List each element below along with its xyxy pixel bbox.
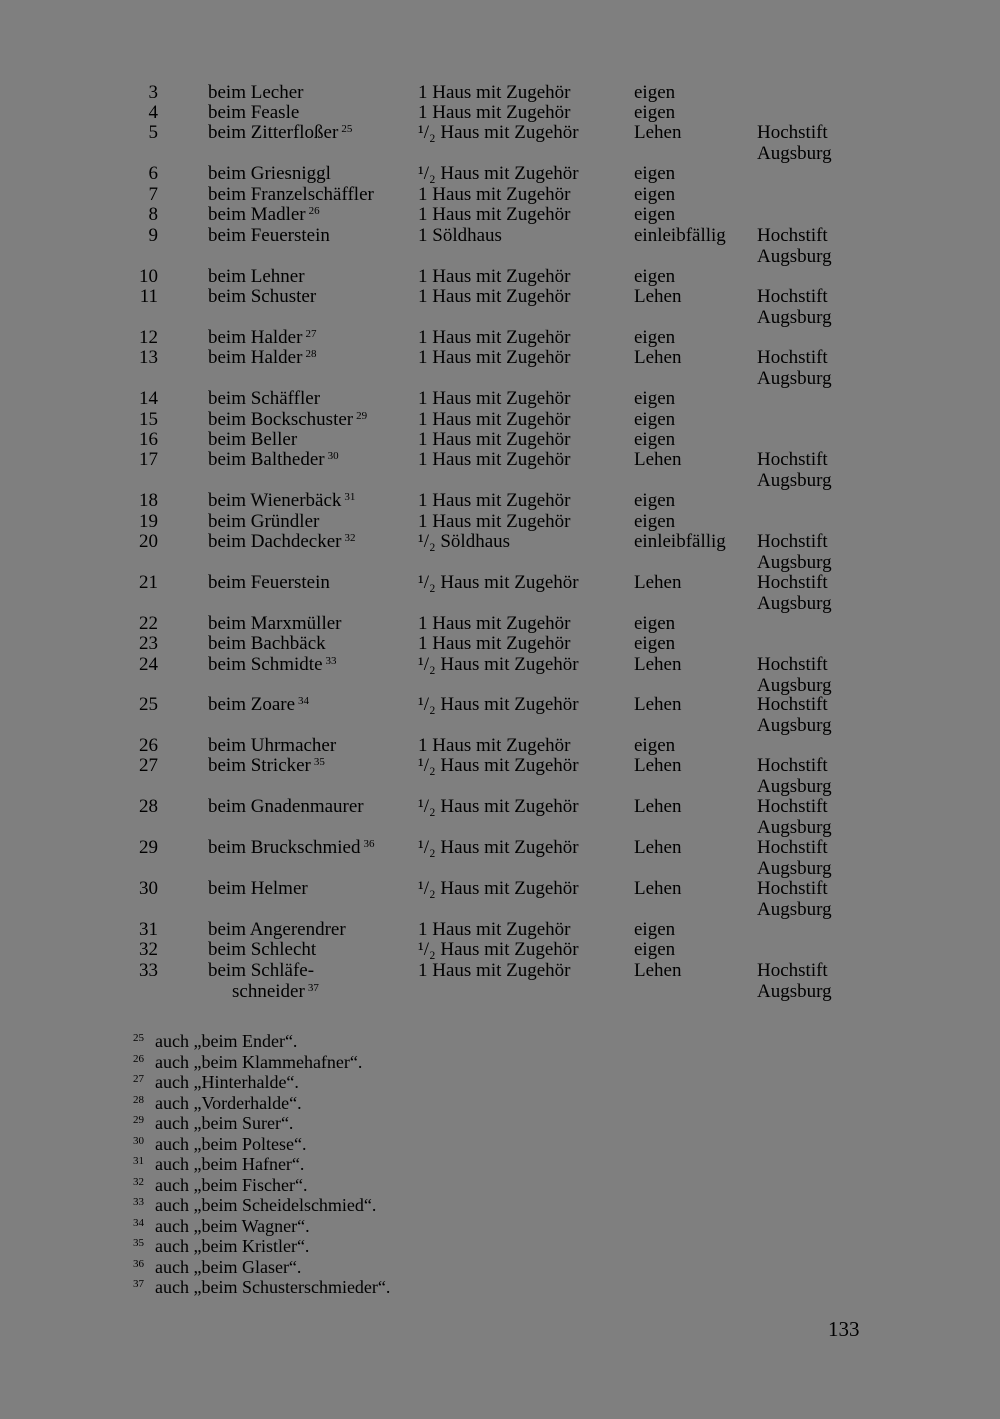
house-name: beim Gründler bbox=[208, 511, 320, 532]
owner-line-2: Augsburg bbox=[757, 981, 832, 1002]
owner-line-2: Augsburg bbox=[757, 899, 832, 920]
house-name: beim Bachbäck bbox=[208, 633, 326, 654]
tenure-type: eigen bbox=[634, 490, 676, 511]
footnote-ref: 32 bbox=[344, 532, 356, 544]
table-row bbox=[0, 449, 1000, 491]
owner-line-2: Augsburg bbox=[757, 675, 832, 696]
table-row bbox=[0, 122, 1000, 164]
owner-line-1: Hochstift bbox=[757, 878, 828, 899]
footnote-number: 36 bbox=[133, 1257, 144, 1270]
property-size: 1 Haus mit Zugehör bbox=[418, 286, 571, 307]
row-number: 16 bbox=[139, 429, 158, 450]
owner-line-1: Hochstift bbox=[757, 960, 828, 981]
footnote-number: 27 bbox=[133, 1073, 144, 1085]
footnote-text: auch „beim Wagner“. bbox=[155, 1215, 310, 1236]
table-row bbox=[0, 531, 1000, 573]
row-number: 15 bbox=[139, 409, 158, 430]
table-row bbox=[0, 960, 1000, 1002]
footnote-text: auch „beim Surer“. bbox=[155, 1113, 294, 1133]
row-number: 12 bbox=[139, 327, 158, 348]
footnote bbox=[133, 1195, 390, 1216]
row-number: 22 bbox=[139, 613, 158, 634]
property-size: 1 Haus mit Zugehör bbox=[418, 511, 571, 532]
property-size: 1 Haus mit Zugehör bbox=[418, 347, 571, 368]
row-number: 29 bbox=[139, 837, 158, 858]
property-size: ¹/₂ Haus mit Zugehör bbox=[418, 755, 579, 776]
row-number: 7 bbox=[148, 184, 158, 205]
row-number: 9 bbox=[148, 225, 158, 246]
tenure-type: Lehen bbox=[634, 796, 682, 817]
tenure-type: eigen bbox=[634, 163, 676, 184]
owner-line-1: Hochstift bbox=[757, 531, 828, 552]
footnote-text: auch „beim Scheidelschmied“. bbox=[155, 1195, 377, 1215]
owner-line-1: Hochstift bbox=[757, 654, 828, 675]
house-name: beim Schlecht bbox=[208, 939, 317, 960]
table-row bbox=[0, 837, 1000, 879]
tenure-type: eigen bbox=[634, 82, 676, 103]
footnote-text: auch „beim Ender“. bbox=[155, 1031, 298, 1051]
house-name: beim Madler bbox=[208, 204, 306, 225]
footnote-text: auch „Vorderhalde“. bbox=[155, 1092, 302, 1113]
footnote-ref: 33 bbox=[325, 655, 337, 667]
owner-line-2: Augsburg bbox=[757, 817, 832, 838]
owner-line-2: Augsburg bbox=[757, 552, 832, 573]
owner-line-2: Augsburg bbox=[757, 246, 832, 267]
footnote-number: 32 bbox=[133, 1175, 144, 1188]
property-size: ¹/₂ Haus mit Zugehör bbox=[418, 939, 579, 960]
tenure-type: eigen bbox=[634, 613, 676, 634]
house-name: beim Halder bbox=[208, 347, 303, 368]
row-number: 4 bbox=[148, 102, 158, 123]
owner-line-1: Hochstift bbox=[757, 755, 828, 776]
footnote-number: 33 bbox=[133, 1196, 144, 1208]
house-name: beim Zoare bbox=[208, 694, 296, 715]
property-size: 1 Haus mit Zugehör bbox=[418, 184, 571, 205]
table-row bbox=[0, 735, 1000, 756]
row-number: 28 bbox=[139, 796, 158, 817]
row-number: 33 bbox=[139, 960, 158, 981]
table-row bbox=[0, 163, 1000, 184]
property-size: 1 Haus mit Zugehör bbox=[418, 409, 571, 430]
tenure-type: Lehen bbox=[634, 755, 682, 776]
table-row bbox=[0, 266, 1000, 287]
footnote-ref: 35 bbox=[313, 756, 325, 768]
table-row bbox=[0, 409, 1000, 430]
house-name: beim Franzelschäffler bbox=[208, 184, 374, 205]
footnote bbox=[133, 1236, 390, 1257]
table-row bbox=[0, 225, 1000, 267]
house-name: beim Uhrmacher bbox=[208, 735, 337, 756]
owner-line-1: Hochstift bbox=[757, 347, 828, 368]
property-size: 1 Haus mit Zugehör bbox=[418, 429, 571, 450]
property-size: 1 Haus mit Zugehör bbox=[418, 327, 571, 348]
house-name-wrap bbox=[208, 694, 309, 718]
footnotes bbox=[133, 1031, 390, 1298]
tenure-type: eigen bbox=[634, 939, 676, 960]
property-size: 1 Haus mit Zugehör bbox=[418, 633, 571, 654]
footnote-text: auch „beim Kristler“. bbox=[155, 1236, 310, 1256]
row-number: 30 bbox=[139, 878, 158, 899]
house-name-wrap bbox=[208, 449, 339, 473]
house-name: beim Angerendrer bbox=[208, 919, 346, 940]
tenure-type: eigen bbox=[634, 429, 676, 450]
house-name: beim Feuerstein bbox=[208, 572, 330, 593]
footnote-ref: 36 bbox=[363, 838, 375, 850]
house-name: beim Gnadenmaurer bbox=[208, 796, 364, 817]
table-row bbox=[0, 633, 1000, 654]
house-name-wrap bbox=[208, 531, 355, 555]
tenure-type: Lehen bbox=[634, 572, 682, 593]
property-size: 1 Haus mit Zugehör bbox=[418, 613, 571, 634]
row-number: 24 bbox=[139, 654, 158, 675]
house-name: beim Dachdecker bbox=[208, 531, 342, 552]
house-name: beim Wienerbäck bbox=[208, 490, 342, 511]
footnote bbox=[133, 1134, 390, 1155]
owner-line-1: Hochstift bbox=[757, 694, 828, 715]
tenure-type: eigen bbox=[634, 409, 676, 430]
tenure-type: einleibfällig bbox=[634, 531, 726, 552]
table-row bbox=[0, 490, 1000, 511]
footnote bbox=[133, 1113, 390, 1134]
owner-line-1: Hochstift bbox=[757, 286, 828, 307]
footnote-number: 37 bbox=[133, 1278, 144, 1290]
tenure-type: Lehen bbox=[634, 878, 682, 899]
house-name: beim Schmidte bbox=[208, 654, 323, 675]
table-row bbox=[0, 613, 1000, 634]
house-name-wrap bbox=[208, 122, 352, 146]
property-size: 1 Haus mit Zugehör bbox=[418, 204, 571, 225]
table-row bbox=[0, 204, 1000, 225]
tenure-type: Lehen bbox=[634, 694, 682, 715]
house-name: beim Marxmüller bbox=[208, 613, 342, 634]
tenure-type: eigen bbox=[634, 735, 676, 756]
owner-line-2: Augsburg bbox=[757, 715, 832, 736]
property-size: ¹/₂ Haus mit Zugehör bbox=[418, 796, 579, 817]
table-row bbox=[0, 878, 1000, 920]
row-number: 14 bbox=[139, 388, 158, 409]
footnote-ref: 30 bbox=[327, 450, 339, 462]
house-name: beim Schuster bbox=[208, 286, 317, 307]
footnote-number: 34 bbox=[133, 1216, 144, 1229]
owner-line-2: Augsburg bbox=[757, 368, 832, 389]
footnote-ref: 37 bbox=[307, 982, 319, 994]
house-name: beim Baltheder bbox=[208, 449, 325, 470]
footnote bbox=[133, 1257, 390, 1278]
footnote-number: 28 bbox=[133, 1093, 144, 1106]
owner-line-1: Hochstift bbox=[757, 449, 828, 470]
tenure-type: Lehen bbox=[634, 286, 682, 307]
table-row bbox=[0, 694, 1000, 736]
table-row bbox=[0, 511, 1000, 532]
footnote bbox=[133, 1031, 390, 1052]
row-number: 23 bbox=[139, 633, 158, 654]
house-name-wrap bbox=[208, 654, 337, 678]
footnote bbox=[133, 1072, 390, 1093]
footnote-ref: 29 bbox=[356, 410, 368, 422]
property-size: ¹/₂ Haus mit Zugehör bbox=[418, 122, 579, 143]
property-size: 1 Haus mit Zugehör bbox=[418, 490, 571, 511]
property-size: 1 Haus mit Zugehör bbox=[418, 388, 571, 409]
property-size: 1 Haus mit Zugehör bbox=[418, 735, 571, 756]
tenure-type: Lehen bbox=[634, 449, 682, 470]
row-number: 10 bbox=[139, 266, 158, 287]
row-number: 13 bbox=[139, 347, 158, 368]
property-size: 1 Haus mit Zugehör bbox=[418, 82, 571, 103]
tenure-type: einleibfällig bbox=[634, 225, 726, 246]
footnote-number: 25 bbox=[133, 1032, 144, 1044]
footnote-text: auch „Hinterhalde“. bbox=[155, 1072, 299, 1092]
tenure-type: eigen bbox=[634, 184, 676, 205]
property-size: 1 Haus mit Zugehör bbox=[418, 960, 571, 981]
row-number: 25 bbox=[139, 694, 158, 715]
table-row bbox=[0, 429, 1000, 450]
owner-line-2: Augsburg bbox=[757, 307, 832, 328]
footnote bbox=[133, 1175, 390, 1196]
footnote-number: 30 bbox=[133, 1134, 144, 1147]
property-size: ¹/₂ Haus mit Zugehör bbox=[418, 694, 579, 715]
footnote-text: auch „beim Poltese“. bbox=[155, 1133, 307, 1154]
tenure-type: eigen bbox=[634, 266, 676, 287]
table-row bbox=[0, 654, 1000, 696]
house-name: beim Schläfe- bbox=[208, 960, 315, 981]
house-name-continuation bbox=[232, 981, 319, 1005]
footnote-number: 29 bbox=[133, 1114, 144, 1126]
row-number: 27 bbox=[139, 755, 158, 776]
table-row bbox=[0, 286, 1000, 328]
table-row bbox=[0, 919, 1000, 940]
tenure-type: eigen bbox=[634, 327, 676, 348]
footnote bbox=[133, 1154, 390, 1175]
footnote bbox=[133, 1277, 390, 1298]
property-size: 1 Söldhaus bbox=[418, 225, 502, 246]
tenure-type: Lehen bbox=[634, 654, 682, 675]
house-name: beim Griesniggl bbox=[208, 163, 331, 184]
property-size: ¹/₂ Haus mit Zugehör bbox=[418, 878, 579, 899]
owner-line-1: Hochstift bbox=[757, 796, 828, 817]
footnote-ref: 27 bbox=[305, 328, 317, 340]
owner-line-2: Augsburg bbox=[757, 776, 832, 797]
table-row bbox=[0, 388, 1000, 409]
row-number: 26 bbox=[139, 735, 158, 756]
property-size: ¹/₂ Haus mit Zugehör bbox=[418, 572, 579, 593]
row-number: 19 bbox=[139, 511, 158, 532]
table-row bbox=[0, 327, 1000, 348]
property-size: 1 Haus mit Zugehör bbox=[418, 919, 571, 940]
row-number: 3 bbox=[148, 82, 158, 103]
property-size: ¹/₂ Haus mit Zugehör bbox=[418, 837, 579, 858]
tenure-type: eigen bbox=[634, 919, 676, 940]
owner-line-1: Hochstift bbox=[757, 225, 828, 246]
footnote-number: 31 bbox=[133, 1155, 144, 1167]
footnote-ref: 34 bbox=[298, 695, 310, 707]
owner-line-1: Hochstift bbox=[757, 837, 828, 858]
row-number: 8 bbox=[148, 204, 158, 225]
house-name: beim Lecher bbox=[208, 82, 304, 103]
table-row bbox=[0, 184, 1000, 205]
house-name-wrap bbox=[208, 755, 325, 779]
tenure-type: eigen bbox=[634, 388, 676, 409]
row-number: 11 bbox=[139, 286, 158, 307]
house-name-part: schneider bbox=[232, 981, 305, 1002]
footnote-text: auch „beim Fischer“. bbox=[155, 1174, 308, 1195]
footnote-text: auch „beim Schusterschmieder“. bbox=[155, 1277, 391, 1297]
property-size: ¹/₂ Haus mit Zugehör bbox=[418, 163, 579, 184]
tenure-type: Lehen bbox=[634, 837, 682, 858]
owner-line-2: Augsburg bbox=[757, 858, 832, 879]
row-number: 6 bbox=[148, 163, 158, 184]
tenure-type: eigen bbox=[634, 102, 676, 123]
table-row bbox=[0, 82, 1000, 103]
property-size: ¹/₂ Haus mit Zugehör bbox=[418, 654, 579, 675]
owner-line-2: Augsburg bbox=[757, 593, 832, 614]
table-row bbox=[0, 796, 1000, 838]
house-name: beim Beller bbox=[208, 429, 298, 450]
row-number: 21 bbox=[139, 572, 158, 593]
house-name: beim Lehner bbox=[208, 266, 305, 287]
owner-line-1: Hochstift bbox=[757, 572, 828, 593]
footnote-number: 26 bbox=[133, 1052, 144, 1065]
page-number: 133 bbox=[828, 1317, 860, 1341]
footnote-ref: 31 bbox=[344, 491, 356, 503]
owner-line-1: Hochstift bbox=[757, 122, 828, 143]
property-size: 1 Haus mit Zugehör bbox=[418, 266, 571, 287]
house-name: beim Halder bbox=[208, 327, 303, 348]
house-name-wrap bbox=[208, 347, 316, 371]
house-name: beim Bruckschmied bbox=[208, 837, 361, 858]
table-row bbox=[0, 347, 1000, 389]
property-size: 1 Haus mit Zugehör bbox=[418, 102, 571, 123]
owner-line-2: Augsburg bbox=[757, 470, 832, 491]
footnote bbox=[133, 1093, 390, 1114]
footnote-text: auch „beim Glaser“. bbox=[155, 1256, 302, 1277]
tenure-type: Lehen bbox=[634, 122, 682, 143]
footnote-ref: 26 bbox=[308, 205, 320, 217]
tenure-type: eigen bbox=[634, 633, 676, 654]
property-size: ¹/₂ Söldhaus bbox=[418, 531, 511, 552]
tenure-type: eigen bbox=[634, 511, 676, 532]
footnote-ref: 25 bbox=[341, 123, 353, 135]
footnote-ref: 28 bbox=[305, 348, 317, 360]
row-number: 5 bbox=[148, 122, 158, 143]
tenure-type: eigen bbox=[634, 204, 676, 225]
row-number: 31 bbox=[139, 919, 158, 940]
footnote-text: auch „beim Hafner“. bbox=[155, 1154, 305, 1174]
tenure-type: Lehen bbox=[634, 347, 682, 368]
table-row bbox=[0, 939, 1000, 960]
house-name: beim Stricker bbox=[208, 755, 311, 776]
table-row bbox=[0, 755, 1000, 797]
footnote-number: 35 bbox=[133, 1237, 144, 1249]
property-size: 1 Haus mit Zugehör bbox=[418, 449, 571, 470]
footnote bbox=[133, 1052, 390, 1073]
row-number: 20 bbox=[139, 531, 158, 552]
house-name: beim Zitterfloßer bbox=[208, 122, 339, 143]
row-number: 17 bbox=[139, 449, 158, 470]
house-name: beim Bockschuster bbox=[208, 409, 354, 430]
row-number: 18 bbox=[139, 490, 158, 511]
owner-line-2: Augsburg bbox=[757, 143, 832, 164]
footnote bbox=[133, 1216, 390, 1237]
table-row bbox=[0, 572, 1000, 614]
house-name: beim Schäffler bbox=[208, 388, 321, 409]
table-row bbox=[0, 102, 1000, 123]
row-number: 32 bbox=[139, 939, 158, 960]
house-name: beim Feasle bbox=[208, 102, 300, 123]
footnote-text: auch „beim Klammehafner“. bbox=[155, 1051, 363, 1072]
house-name: beim Helmer bbox=[208, 878, 308, 899]
tenure-type: Lehen bbox=[634, 960, 682, 981]
house-name: beim Feuerstein bbox=[208, 225, 330, 246]
house-name-wrap bbox=[208, 837, 375, 861]
